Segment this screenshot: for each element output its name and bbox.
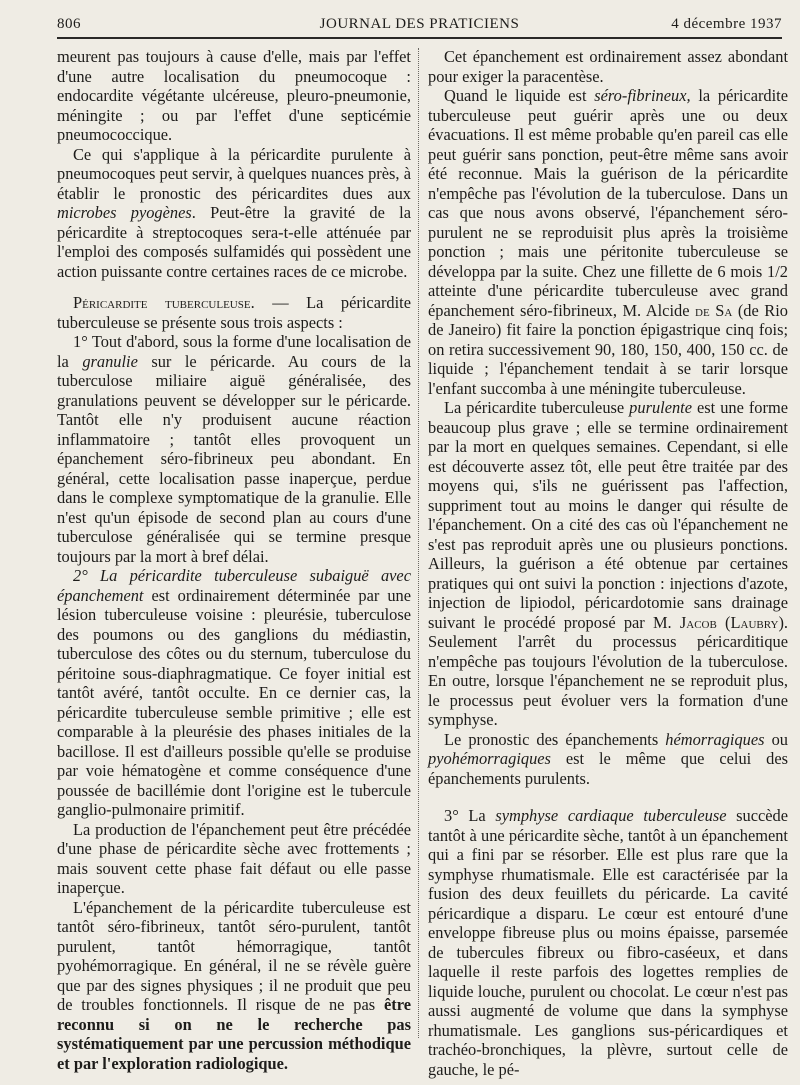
italic-term: symphyse cardiaque tuberculeuse <box>495 806 727 825</box>
italic-term: 2° La péricardite tuberculeuse subaiguë avec épanchement <box>57 566 411 605</box>
section-heading: Péricardite tuberculeuse. <box>73 293 255 312</box>
paragraph: 1° Tout d'abord, sous la forme d'une localisation de la granulie sur le péricarde. Au cours de la tuberculose miliaire aiguë généralisée, des granulations peuvent se développer sur le péricarde. Tantôt elle n'y produisent aucune réaction inflammatoire ; tantôt elles provoquent un épanchement séro-fibrineux peu abondant. En général, cette localisation passe inaperçue, perdue dans le complexe symptomatique de la granulie. Elle n'est qu'un épisode de second plan au cours d'une tuberculose généralisée qui se termine presque toujours par la mort à bref délai. <box>57 332 411 566</box>
paragraph: meurent pas toujours à cause d'elle, mais par l'effet d'une autre localisation du pneumocoque : endocardite végétante ulcéreuse, pleuro-pneumonie, méningite ; ou par l'effet d'une septicémie pneumococcique. <box>57 47 411 144</box>
right-column <box>428 47 788 1079</box>
header-rule <box>57 37 782 39</box>
italic-term: hémorragiques <box>665 729 765 749</box>
paragraph: La péricardite tuberculeuse purulente est une forme beaucoup plus grave ; elle se termine ordinairement par la mort en quelques semaines. Cependant, si elle est découverte assez tôt, elle peut être traitée par des moyens qui, s'ils ne guérissent pas l'affection, suppriment tout au moins le danger qui résulte de l'épanchement. On a cité des cas où l'épanchement ne s'est pas reproduit après une ou plusieurs ponctions. Ailleurs, la guérison a été obtenue par certaines pratiques qui ont suivi la ponction : injections d'azote, injection de lipiodol, péricardotomie sans drainage suivant le procédé proposé par M. Jacob (Laubry). Seulement l'arrêt du processus péricarditique n'empêche pas toujours l'évolution de la tuberculose. En outre, lorsque l'épanchement ne se reproduit plus, le processus peut évoluer vers la formation d'une symphyse. <box>428 398 788 729</box>
section-heading-paragraph: Péricardite tuberculeuse. — La péricardite tuberculeuse se présente sous trois aspects : <box>57 293 412 332</box>
italic-term: granulie <box>82 351 138 371</box>
issue-date: 4 décembre 1937 <box>671 16 782 32</box>
paragraph: 2° La péricardite tuberculeuse subaiguë avec épanchement est ordinairement déterminée par une lésion tuberculeuse voisine : pleurésie, tuberculose des poumons ou des ganglions du médiastin, tuberculose des côtes ou du sternum, tuberculose du péritoine sous-diaphragmatique. Ce foyer initial est tantôt avéré, tantôt occulte. En ce dernier cas, la péricardite tuberculeuse semble primitive ; elle est comparable à la pleurésie des phases initiales de la bacillose. Il est d'ailleurs possible qu'elle se produise par voie hématogène et comme conséquence d'une poussée de bacillémie dont l'origine est le tubercule ganglio-pulmonaire primitif. <box>57 566 411 819</box>
paragraph: 3° La symphyse cardiaque tuberculeuse succède tantôt à une péricardite sèche, tantôt à un épanchement qui a fini par se résorber. Elle est plus rare que la symphyse rhumatismale. Elle est caractérisée par la fusion des deux feuillets du péricarde. La cavité péricardique a disparu. Le cœur est entouré d'une enveloppe fibreuse plus ou moins épaisse, parsemée de tubercules fibreux ou fibro-caséeux, et dans laquelle il reste parfois des logettes remplies de liquide louche, purulent ou chocolat. Le cœur n'est pas aussi augmenté de volume que dans la symphyse rhumatismale. Les ganglions sus-péricardiques et trachéo-bronchiques, la plèvre, surtout celle de gauche, le pé- <box>428 806 789 1079</box>
italic-term: purulente <box>629 398 692 417</box>
author-name: Laubry <box>730 612 779 632</box>
paragraph: Cet épanchement est ordinairement assez abondant pour exiger la paracentèse. <box>428 47 788 86</box>
italic-term: séro-fibrineux, <box>594 86 691 105</box>
italic-term: pyohémorragiques <box>428 749 551 768</box>
paragraph: Le pronostic des épanchements hémorragiques ou pyohémorragiques est le même que celui des épanchements purulents. <box>428 729 788 788</box>
paragraph: Quand le liquide est séro-fibrineux, la péricardite tuberculeuse peut guérir après une ou deux évacuations. Il est même probable qu'en pareil cas elle peut guérir sans ponction, peut-être même sans avoir été reconnue. Mais la guérison de la péricardite n'empêche pas l'évolution de la tuberculose. Dans un cas que nous avons observé, l'épanchement séro-purulent ne se reproduisit plus après la troisième ponction ; mais une péritonite tuberculeuse se développa par la suite. Chez une fillette de 6 mois 1/2 atteinte d'une péricardite tuberculeuse avec grand épanchement séro-fibrineux, M. Alcide de Sa (de Rio de Janeiro) fit faire la ponction épigastrique cinq fois; on retira successivement 90, 180, 150, 400, 150 cc. de liquide ; l'épanchement tendait à se tarir lorsque l'enfant succomba à une méningite tuberculeuse. <box>428 86 788 398</box>
left-column <box>57 47 411 1073</box>
paragraph: La production de l'épanchement peut être précédée d'une phase de péricardite sèche avec frottements ; mais souvent cette phase fait défaut ou elle passe inaperçue. <box>57 819 411 897</box>
bold-text: être reconnu si on ne le recherche pas systématiquement par une percussion méthodique et par l'exploration radiologique. <box>57 995 411 1073</box>
author-name: Jacob <box>679 612 717 632</box>
column-divider <box>418 48 419 1038</box>
italic-term: microbes pyogènes <box>57 203 192 222</box>
author-name: de Sa <box>695 300 733 320</box>
paragraph: Ce qui s'applique à la péricardite purulente à pneumocoques peut servir, à quelques nuances près, à établir le pronostic des péricardites dues aux microbes pyogènes. Peut-être la gravité de la péricardite à streptocoques sera-t-elle atténuée par l'emploi des composés sulfamidés qui possèdent une action puissante contre certaines races de ce microbe. <box>57 144 412 281</box>
paragraph: L'épanchement de la péricardite tuberculeuse est tantôt séro-fibrineux, tantôt séro-purulent, tantôt purulent, tantôt hémorragique, tantôt pyohémorragique. En général, il ne se révèle guère que par des signes physiques ; il ne produit que peu de troubles fonctionnels. Il risque de ne pas être reconnu si on ne le recherche pas systématiquement par une percussion méthodique et par l'exploration radiologique. <box>57 897 411 1073</box>
page-number: 806 <box>57 16 81 32</box>
journal-title: JOURNAL DES PRATICIENS <box>319 16 520 32</box>
